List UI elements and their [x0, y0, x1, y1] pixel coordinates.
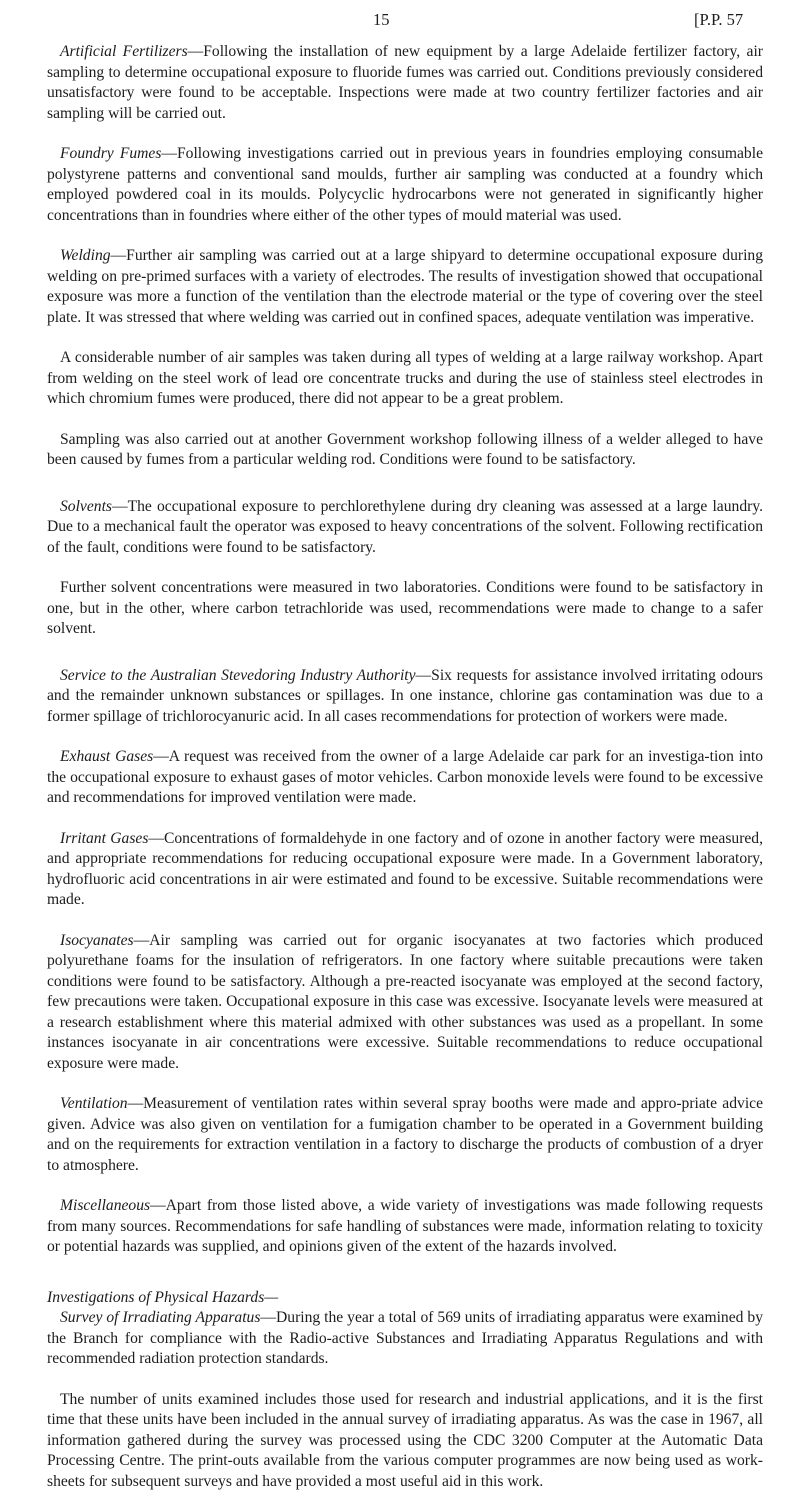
paragraph-units-examined [47, 1390, 763, 1492]
paragraph-text: —The occupational exposure to perchlorethylene during dry cleaning was assessed at a large laundry. Due to a mechanical fault the operator was exposed to heavy concentrations of the solvent. Following rectification of the fault, conditions were found to be satisfactory. [47, 498, 763, 556]
paragraph-text: —Following investigations carried out in previous years in foundries employing consumable polystyrene patterns and conventional sand moulds, further air sampling was conducted at a foundry which employed powdered coal in its moulds. Polycyclic hydrocarbons were not generated in significantly higher concentrations than in foundries where either of the other types of mould material was used. [47, 145, 763, 224]
paragraph-text: —A request was received from the owner of a large Adelaide car park for an investiga-tion into the occupational exposure to exhaust gases of motor vehicles. Carbon monoxide levels were found to be excessive and recommendations for improved ventilation were made. [47, 748, 763, 806]
paragraph-text: Sampling was also carried out at another Government workshop following illness of a welder alleged to have been caused by fumes from a particular welding rod. Conditions were found to be satisfactory. [47, 431, 763, 469]
paragraph-foundry-fumes [47, 144, 763, 226]
paragraph-lead: Survey of Irradiating Apparatus [60, 1309, 260, 1326]
paragraph-text: The number of units examined includes those used for research and industrial applications, and it is the first time that these units have been included in the annual survey of irradiating apparatus. As was the case in 1967, all information gathered during the survey was processed using the CDC 3200 Computer at the Automatic Data Processing Centre. The print-outs available from the various computer programmes are now being used as work-sheets for subsequent surveys and have provided a most useful aid in this work. [47, 1391, 763, 1490]
paragraph-welding [47, 246, 763, 328]
paragraph-exhaust-gases [47, 747, 763, 809]
paragraph-lead: Irritant Gases [60, 830, 148, 847]
paragraph-text: —Air sampling was carried out for organic isocyanates at two factories which produced polyurethane foams for the insulation of refrigerators. In one factory where suitable precautions were taken conditions were found to be satisfactory. Although a pre-reacted isocyanate was employed at the second factory, few precautions were taken. Occupational exposure in this case was excessive. Isocyanate levels were measured at a research establishment where this material admixed with other substances was used as a propellant. In some instances isocyanate in air concentrations were excessive. Suitable recommendations to reduce occupational exposure were made. [47, 932, 763, 1072]
paragraph-irradiating-apparatus [47, 1308, 763, 1370]
page-header [0, 10, 800, 34]
paragraph-text: —Following the installation of new equipment by a large Adelaide fertilizer factory, air sampling to determine occupational exposure to fluoride fumes was carried out. Conditions previously considered unsatisfactory were found to be acceptable. Inspections were made at two country fertilizer factories and air sampling will be carried out. [47, 43, 763, 122]
paragraph-text: —Measurement of ventilation rates within several spray booths were made and appro-priate advice given. Advice was also given on ventilation for a fumigation chamber to be operated in a Government building and on the requirements for extraction ventilation in a factory to discharge the products of combustion of a dryer to atmosphere. [47, 1095, 763, 1174]
paragraph-text: —Apart from those listed above, a wide variety of investigations was made following requests from many sources. Recommendations for safe handling of substances were made, information relating to toxicity or potential hazards was supplied, and opinions given of the extent of the hazards involved. [47, 1197, 763, 1255]
paragraph-text: —Further air sampling was carried out at a large shipyard to determine occupational exposure during welding on pre-primed surfaces with a variety of electrodes. The results of investigation showed that occupational exposure was more a function of the ventilation than the electrode material or the type of covering over the steel plate. It was stressed that where welding was carried out in confined spaces, adequate ventilation was imperative. [47, 247, 763, 326]
paragraph-isocyanates [47, 931, 763, 1075]
paragraph-lead: Exhaust Gases [60, 748, 153, 765]
paragraph-text: —Six requests for assistance involved irritating odours and the remainder unknown substances or spillages. In one instance, chlorine gas contamination was due to a former spillage of trichlorocyanuric acid. In all cases recommendations for protection of workers were made. [47, 667, 763, 725]
paragraph-government-workshop [47, 430, 763, 471]
paragraph-text: —Concentrations of formaldehyde in one factory and of ozone in another factory were measured, and appropriate recommendations for reducing occupational exposure were made. In a Government laboratory, hydrofluoric acid concentrations in air were estimated and found to be excessive. Suitable recommendations were made. [47, 830, 763, 909]
paragraph-lead: Solvents [60, 498, 112, 515]
section-heading-physical-hazards: Investigations of Physical Hazards— [47, 1288, 763, 1309]
paragraph-railway-workshop [47, 348, 763, 410]
paragraph-text: Further solvent concentrations were measured in two laboratories. Conditions were found to be satisfactory in one, but in the other, where carbon tetrachloride was used, recommendations were made to change to a safer solvent. [47, 579, 763, 637]
paragraph-lead: Foundry Fumes [60, 145, 161, 162]
paragraph-miscellaneous [47, 1196, 763, 1258]
paragraph-artificial-fertilizers [47, 42, 763, 124]
paragraph-text: A considerable number of air samples was taken during all types of welding at a large railway workshop. Apart from welding on the steel work of lead ore concentrate trucks and during the use of stainless steel electrodes in which chromium fumes were produced, there did not appear to be a great problem. [47, 349, 763, 407]
paragraph-solvent-laboratories [47, 578, 763, 640]
paragraph-lead: Welding [60, 247, 111, 264]
paragraph-ventilation [47, 1094, 763, 1176]
paragraph-lead: Artificial Fertilizers [60, 43, 188, 60]
paragraph-solvents [47, 497, 763, 559]
paper-reference: [P.P. 57 [694, 10, 743, 30]
paragraph-text: —During the year a total of 569 units of irradiating apparatus were examined by the Branch for compliance with the Radio-active Substances and Irradiating Apparatus Regulations and with recommended radiation protection standards. [47, 1309, 763, 1367]
paragraph-lead: Service to the Australian Stevedoring Industry Authority [60, 667, 416, 684]
page-body [47, 42, 763, 1492]
paragraph-stevedoring [47, 666, 763, 728]
paragraph-lead: Miscellaneous [60, 1197, 150, 1214]
paragraph-lead: Ventilation [60, 1095, 128, 1112]
paragraph-lead: Isocyanates [60, 932, 134, 949]
paragraph-irritant-gases [47, 829, 763, 911]
page-number: 15 [373, 10, 390, 30]
